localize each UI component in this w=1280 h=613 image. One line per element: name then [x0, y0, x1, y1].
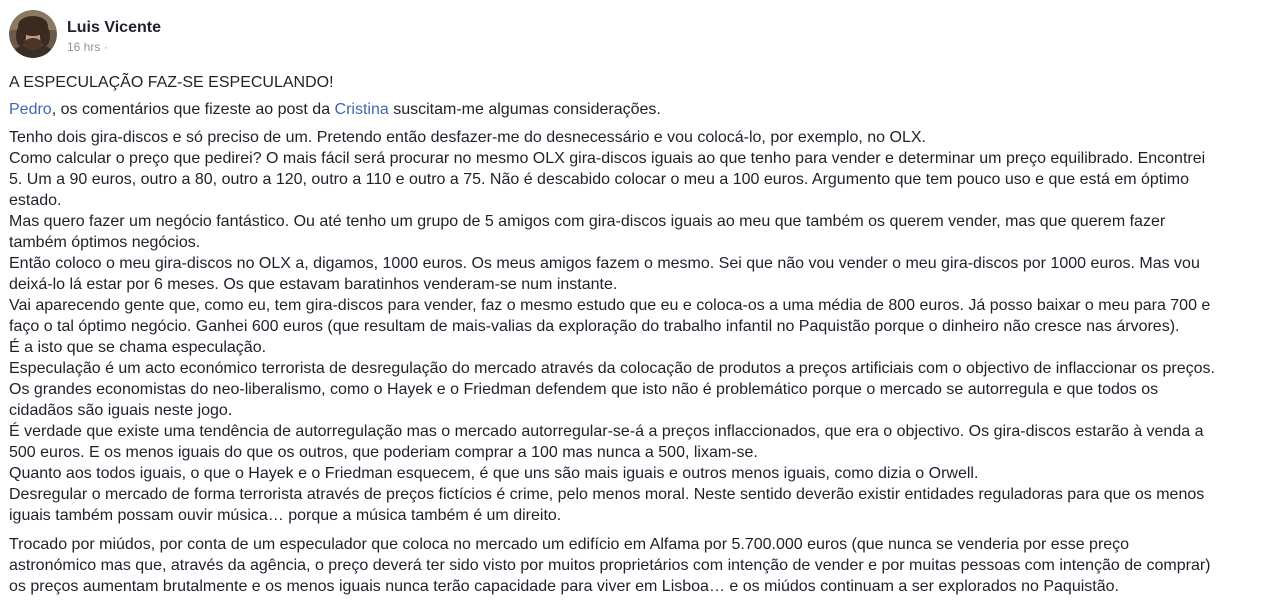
text-line: Trocado por miúdos, por conta de um especulador que coloca no mercado um edifício em Alfama por 5.700.000 euros (que nunca se venderia por esse preço [9, 536, 1130, 553]
meta-separator: · [103, 40, 108, 54]
text-line: É verdade que existe uma tendência de autorregulação mas o mercado autorregular-se-á a preços inflaccionados, que era o objectivo. Os gira-discos estarão à venda a [9, 423, 1204, 440]
text-line: Desregular o mercado de forma terrorista através de preços fictícios é crime, pelo menos moral. Neste sentido deverão existir entidades reguladoras para que os menos [9, 486, 1205, 503]
post-body [9, 72, 1271, 605]
intro-text-1: , os comentários que fizeste ao post da [51, 101, 335, 118]
post-intro [9, 99, 1271, 120]
text-line: Os grandes economistas do neo-liberalismo, como o Hayek e o Friedman defendem que isto não é problemático porque o mercado se autorregula e que todos os [9, 381, 1159, 398]
text-line: estado. [9, 192, 62, 209]
mention-pedro[interactable]: Pedro [9, 101, 52, 118]
text-line: Então coloco o meu gira-discos no OLX a, digamos, 1000 euros. Os meus amigos fazem o mesmo. Sei que não vou vender o meu gira-discos por 1000 euros. Mas vou [9, 255, 1200, 272]
author-name[interactable]: Luis Vicente [67, 19, 161, 36]
paragraph-1 [9, 127, 1271, 526]
paragraph-2 [9, 534, 1271, 597]
text-line: É a isto que se chama especulação. [9, 339, 267, 356]
text-line: Como calcular o preço que pedirei? O mais fácil será procurar no mesmo OLX gira-discos iguais ao que tenho para vender e determinar um preço equilibrado. Encontrei [9, 150, 1206, 167]
avatar[interactable] [9, 10, 57, 58]
text-line: 500 euros. E os menos iguais do que os outros, que poderiam comprar a 100 mas nunca a 500, lixam-se. [9, 444, 758, 461]
text-line: Vai aparecendo gente que, como eu, tem gira-discos para vender, faz o mesmo estudo que eu e coloca-os a uma média de 800 euros. Já posso baixar o meu para 700 e [9, 297, 1211, 314]
text-line: Quanto aos todos iguais, o que o Hayek e o Friedman esquecem, é que uns são mais iguais e outros menos iguais, como dizia o Orwell. [9, 465, 979, 482]
text-line: Especulação é um acto económico terrorista de desregulação do mercado através da colocação de produtos a preços artificiais com o objectivo de inflaccionar os preços. [9, 360, 1215, 377]
text-line: Tenho dois gira-discos e só preciso de um. Pretendo então desfazer-me do desnecessário e vou colocá-lo, por exemplo, no OLX. [9, 129, 926, 146]
post-title: A ESPECULAÇÃO FAZ-SE ESPECULANDO! [9, 74, 334, 91]
post-meta [67, 39, 161, 55]
post-header [9, 10, 161, 60]
author-block [67, 10, 161, 55]
text-line: também óptimos negócios. [9, 234, 201, 251]
mention-cristina[interactable]: Cristina [334, 101, 389, 118]
intro-text-2: suscitam-me algumas considerações. [388, 101, 661, 118]
post-timestamp[interactable]: 16 hrs [67, 40, 101, 54]
text-line: iguais também possam ouvir música… porque a música também é um direito. [9, 507, 562, 524]
text-line: os preços aumentam brutalmente e os menos iguais nunca terão capacidade para viver em Lisboa… e os miúdos continuam a ser explorados no Paquistão. [9, 578, 1119, 595]
text-line: faço o tal óptimo negócio. Ganhei 600 euros (que resultam de mais-valias da exploração do trabalho infantil no Paquistão porque o dinheiro não cresce nas árvores). [9, 318, 1180, 335]
text-line: astronómico mas que, através da agência, o preço deverá ter sido visto por muitos proprietários com intenção de vender e por muitas pessoas com intenção de comprar) [9, 557, 1211, 574]
text-line: Mas quero fazer um negócio fantástico. Ou até tenho um grupo de 5 amigos com gira-discos iguais ao meu que também os querem vender, mas que querem fazer [9, 213, 1166, 230]
text-line: deixá-lo lá estar por 6 meses. Os que estavam baratinhos venderam-se num instante. [9, 276, 618, 293]
text-line: 5. Um a 90 euros, outro a 80, outro a 120, outro a 110 e outro a 75. Não é descabido colocar o meu a 100 euros. Argumento que tem pouco uso e que está em óptimo [9, 171, 1190, 188]
text-line: cidadãos são iguais neste jogo. [9, 402, 233, 419]
